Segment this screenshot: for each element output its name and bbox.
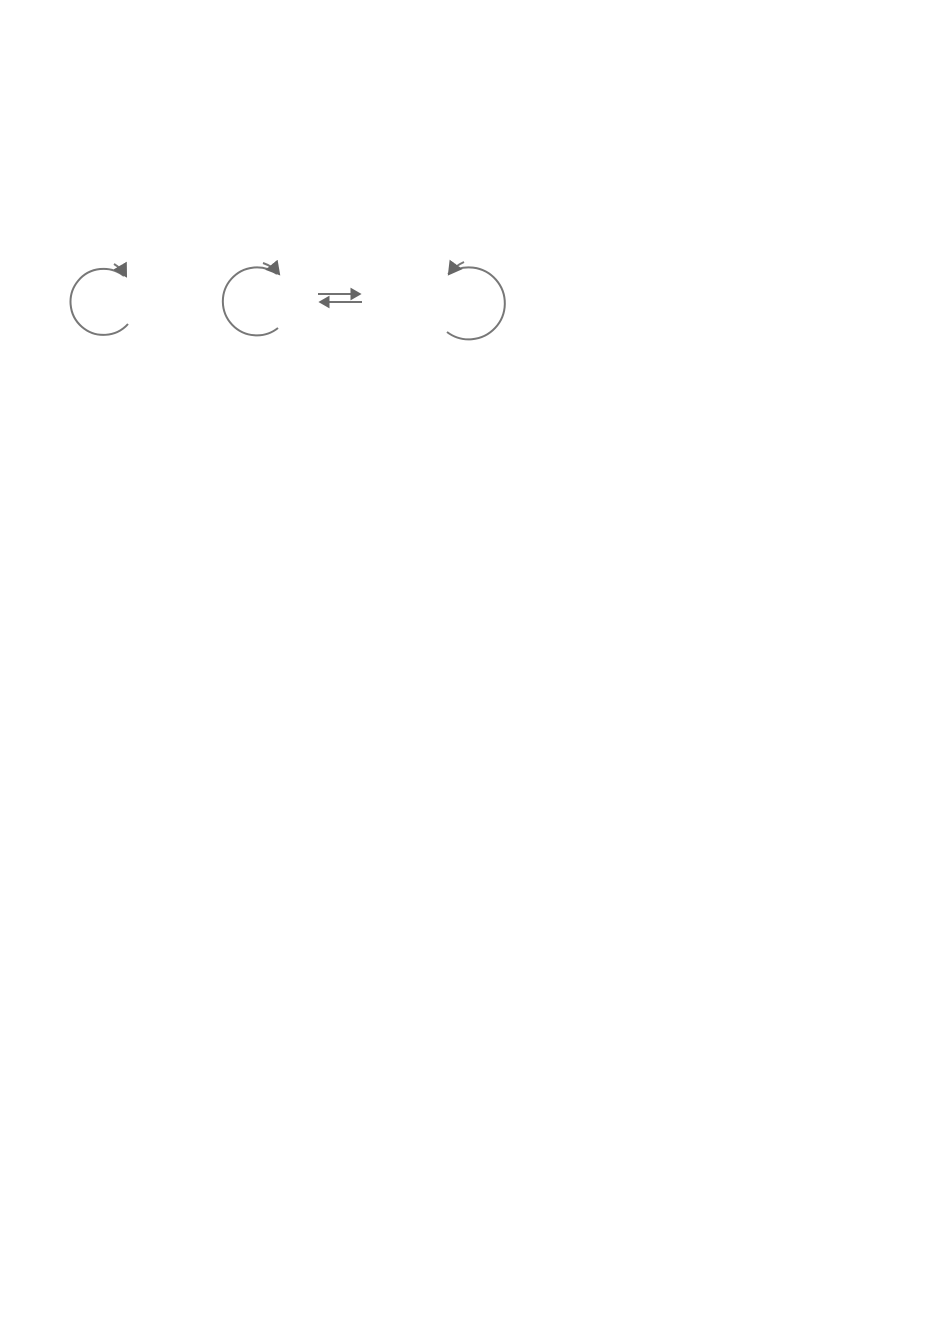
loop-arrow-rodent [447, 267, 505, 339]
flow-chart-knockout [305, 710, 555, 960]
loop-arrow-human [223, 267, 278, 335]
flow-chart-normal [40, 710, 270, 960]
transmission-diagram [50, 250, 530, 385]
loop-arrow-left [71, 269, 128, 335]
